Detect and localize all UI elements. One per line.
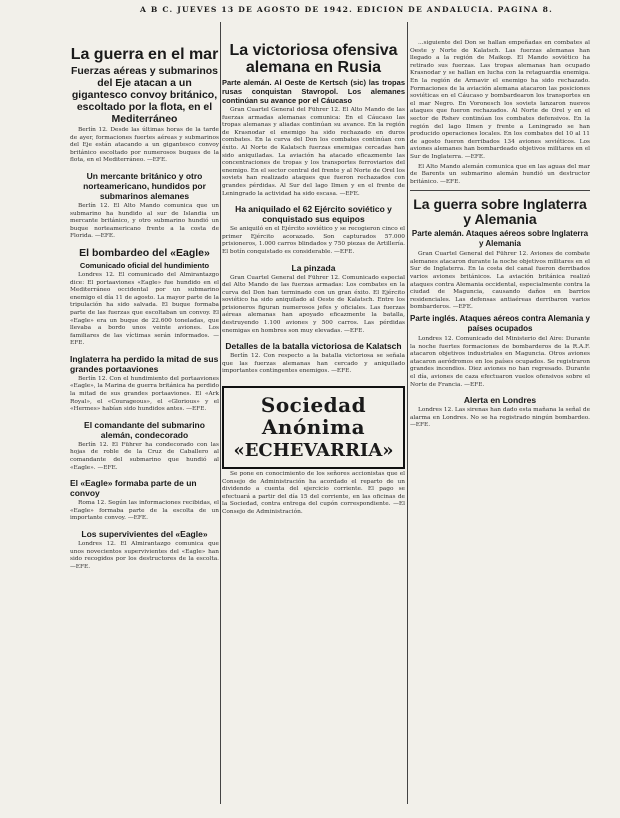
- advertisement-box: [222, 386, 405, 469]
- article-paragraph: ...siguiente del Don se hallan empeñadas en combates al Oeste y Norte de Kalatsch. Las fuerzas alemanas han llegado a la región de Maikop. El Mando soviético ha retirado sus fuerzas. Las tropas alemanas han ocupado Krasnodar y se hallan en lucha con la retaguardia enemiga. En la región de Armavir el enemigo ha sido rechazado. Formaciones de la aviación alemana atacaron las posiciones soviéticas en el Cáucaso y bombardearon los transportes en el mar Negro. En Voronesch los soviets lanzaron nuevos ataques que fueron rechazados. Al Norte de Orel y en el sector de Rshev continúan los combates defensivos. En la región del lago Ilmen y frente a Leningrado se han producido operaciones locales. En los combates del 10 al 11 de agosto fueron derribados 134 aviones soviéticos. Los aviones alemanes han bombardeado objetivos militares en el Sur de Inglaterra. —EFE.: [410, 40, 590, 160]
- article-paragraph: Berlín 12. Con el hundimiento del portaaviones «Eagle», la Marina de guerra británica ha perdido la mitad de sus grandes portaaviones. El «Ark Royal», el «Courageous», el «Glorious» y el «Hermes» habían sido hundidos antes. —EFE.: [70, 375, 219, 413]
- article-paragraph: Gran Cuartel General del Führer 12. Aviones de combate alemanes atacaron durante la noche objetivos militares en el Sur de Inglaterra. En la costa del canal fueron derribados varios aviones británicos. La aviación británica realizó ataques contra Alemania occidental, especialmente contra la ciudad de Maguncia, causando daños en barrios residenciales. Las defensas antiaéreas derribaron varios bombarderos. —EFE.: [410, 251, 590, 311]
- ad-company-name: «ECHEVARRIA»: [233, 440, 394, 462]
- section-heading: Un mercante británico y otro norteamericano, hundidos por submarinos alemanes: [83, 170, 206, 201]
- section-heading: Alerta en Londres: [463, 395, 537, 406]
- divider: [410, 190, 590, 191]
- section-heading: La pinzada: [291, 262, 336, 273]
- article-paragraph: Londres 12. Las sirenas han dado esta mañana la señal de alarma en Londres. No se ha registrado ningún bombardeo. —EFE.: [410, 407, 590, 429]
- ad-title: Sociedad Anónima: [260, 393, 367, 440]
- article-paragraph: Berlín 12. El Alto Mando comunica que un submarino ha hundido al sur de Islandia un mercante británico, y otro submarino hundió un buque norteamericano frente a la costa de Florida. —EFE.: [70, 202, 219, 240]
- subhead-english-air: Parte inglés. Ataques aéreos contra Alemania y países ocupados: [410, 314, 590, 334]
- article-paragraph: Gran Cuartel General del Führer 12. Comunicado especial del Alto Mando de las fuerzas armadas: Los combates en la curva del Don han terminado con un gran éxito. El Ejército soviético ha sido aniquilado al Oeste de Kalatsch. Entre los prisioneros figuran numerosos jefes y oficiales. Las fuerzas aéreas alemanas han apoyado eficazmente la batalla, destruyendo 1.100 aviones y 500 carros. Las pérdidas enemigas en hombres son muy elevadas. —EFE.: [222, 274, 405, 334]
- section-subheading: Comunicado oficial del hundimiento: [79, 260, 210, 270]
- section-heading-eagle: El bombardeo del «Eagle»: [79, 246, 210, 259]
- section-heading: Detalles de la batalla victoriosa de Kalatsch: [225, 341, 402, 352]
- article-paragraph: Londres 12. El Almirantazgo comunica que unos novecientos supervivientes del «Eagle» han sido recogidos por los destructores de la escolta. —EFE.: [70, 541, 219, 570]
- subhead-german-report: Parte alemán. Al Oeste de Kertsch (sic) las tropas rusas conquistan Stavropol. Los alemanes continúan su avance por el Cáucaso: [222, 78, 405, 105]
- header-line: A B C. JUEVES 13 DE AGOSTO DE 1942. EDICION DE ANDALUCIA. PAGINA 8.: [140, 5, 553, 14]
- section-heading: El «Eagle» formaba parte de un convoy: [70, 478, 197, 499]
- article-paragraph: Gran Cuartel General del Führer 12. El Alto Mando de las fuerzas armadas alemanas comunica: En el Cáucaso las tropas alemanas y aliadas continúan su avance. En la región de Krasnodar el enemigo ha sido rechazado en duros combates. En la curva del Don los combates continúan con éxito. Al Norte de Kalatsch fuerzas enemigas cercadas han sido aniquiladas. La aviación ha atacado eficazmente las concentraciones de tropas y los transportes ferroviarios del enemigo. En el sector central del frente y al Norte de Orel los soviets han realizado ataques que fueron rechazados con grandes pérdidas. Al Sur del lago Ilmen y en el frente de Leningrado la actividad ha sido escasa. —EFE.: [222, 107, 405, 197]
- article-paragraph: Se aniquiló en el Ejército soviético y se recogieron cinco el primer Ejército acorazado. Son capturados 57.000 prisioneros, 1.000 carros blindados y 750 piezas de Artillería. El botín conquistado es considerable. —EFE.: [222, 226, 405, 255]
- article-paragraph: Se pone en conocimiento de los señores accionistas que el Consejo de Administración ha acordado el reparto de un dividendo a cuenta del ejercicio corriente. El pago se efectuará a partir del día 15 del corriente, en las oficinas de la Sociedad, contra entrega del cupón correspondiente. —El Consejo de Administración.: [222, 471, 405, 515]
- section-heading: Inglaterra ha perdido la mitad de sus grandes portaaviones: [70, 353, 219, 374]
- section-heading: El comandante del submarino alemán, condecorado: [84, 419, 205, 440]
- article-paragraph: Berlín 12. Desde las últimas horas de la tarde de ayer, formaciones fuertes aéreas y submarinos del Eje están atacando a un gigantesco convoy británico escoltado por numerosos buques de la flota, en el Mediterráneo. —EFE.: [70, 127, 219, 164]
- column-3: [410, 18, 590, 810]
- article-paragraph: Londres 12. El comunicado del Almirantazgo dice: El portaaviones «Eagle» fue hundido en el Mediterráneo occidental por un submarino enemigo el día 11 de agosto. La mayor parte de la tripulación ha sido salvada. El buque formaba parte de las fuerzas que escoltaban un convoy. El «Eagle» era un buque de 22.600 toneladas, que llevaba a bordo unos veinte aviones. Los familiares de las víctimas serán informados. —EFE.: [70, 271, 219, 347]
- article-paragraph: Berlín 12. El Führer ha condecorado con las hojas de roble de la Cruz de Caballero al comandante del submarino que hundió al «Eagle». —EFE.: [70, 441, 219, 471]
- article-paragraph: Roma 12. Según las informaciones recibidas, el «Eagle» formaba parte de la escolta de un importante convoy. —EFE.: [70, 500, 219, 522]
- column-2: [222, 18, 405, 810]
- column-1: [70, 18, 219, 810]
- subhead-german-air: Parte alemán. Ataques aéreos sobre Inglaterra y Alemania: [411, 229, 589, 249]
- headline-air-war: La guerra sobre Inglaterra y Alemania: [413, 196, 587, 228]
- headline-russia-offensive: La victoriosa ofensiva alemana en Rusia: [229, 42, 398, 76]
- article-paragraph: Londres 12. Comunicado del Ministerio del Aire: Durante la noche fuertes formaciones de bombarderos de la R.A.F. atacaron objetivos industriales en Maguncia. Otros aviones atacaron aeródromos en los países ocupados. Se registraron grandes incendios. Diez aviones no han regresado. Durante el día, aviones de caza efectuaron vuelos ofensivos sobre el Norte de Francia. —EFE.: [410, 336, 590, 388]
- article-paragraph: El Alto Mando alemán comunica que en las aguas del mar de Barents un submarino alemán hundió un destructor británico. —EFE.: [410, 163, 590, 185]
- article-paragraph: Berlín 12. Con respecto a la batalla victoriosa se señala que las fuerzas alemanas han cercado y aniquilado importantes contingentes enemigos. —EFE.: [222, 353, 405, 375]
- section-heading: Los supervivientes del «Eagle»: [81, 529, 208, 539]
- headline-war-at-sea: La guerra en el mar: [70, 46, 219, 63]
- subhead-convoy: Fuerzas aéreas y submarinos del Eje atacan a un gigantesco convoy británico, escoltado por la flota, en el Mediterráneo: [70, 65, 219, 125]
- column-divider: [407, 22, 408, 804]
- section-heading: Ha aniquilado el 62 Ejército soviético y conquistado sus equipos: [235, 204, 392, 225]
- column-divider: [220, 22, 221, 804]
- page-header: [0, 3, 620, 17]
